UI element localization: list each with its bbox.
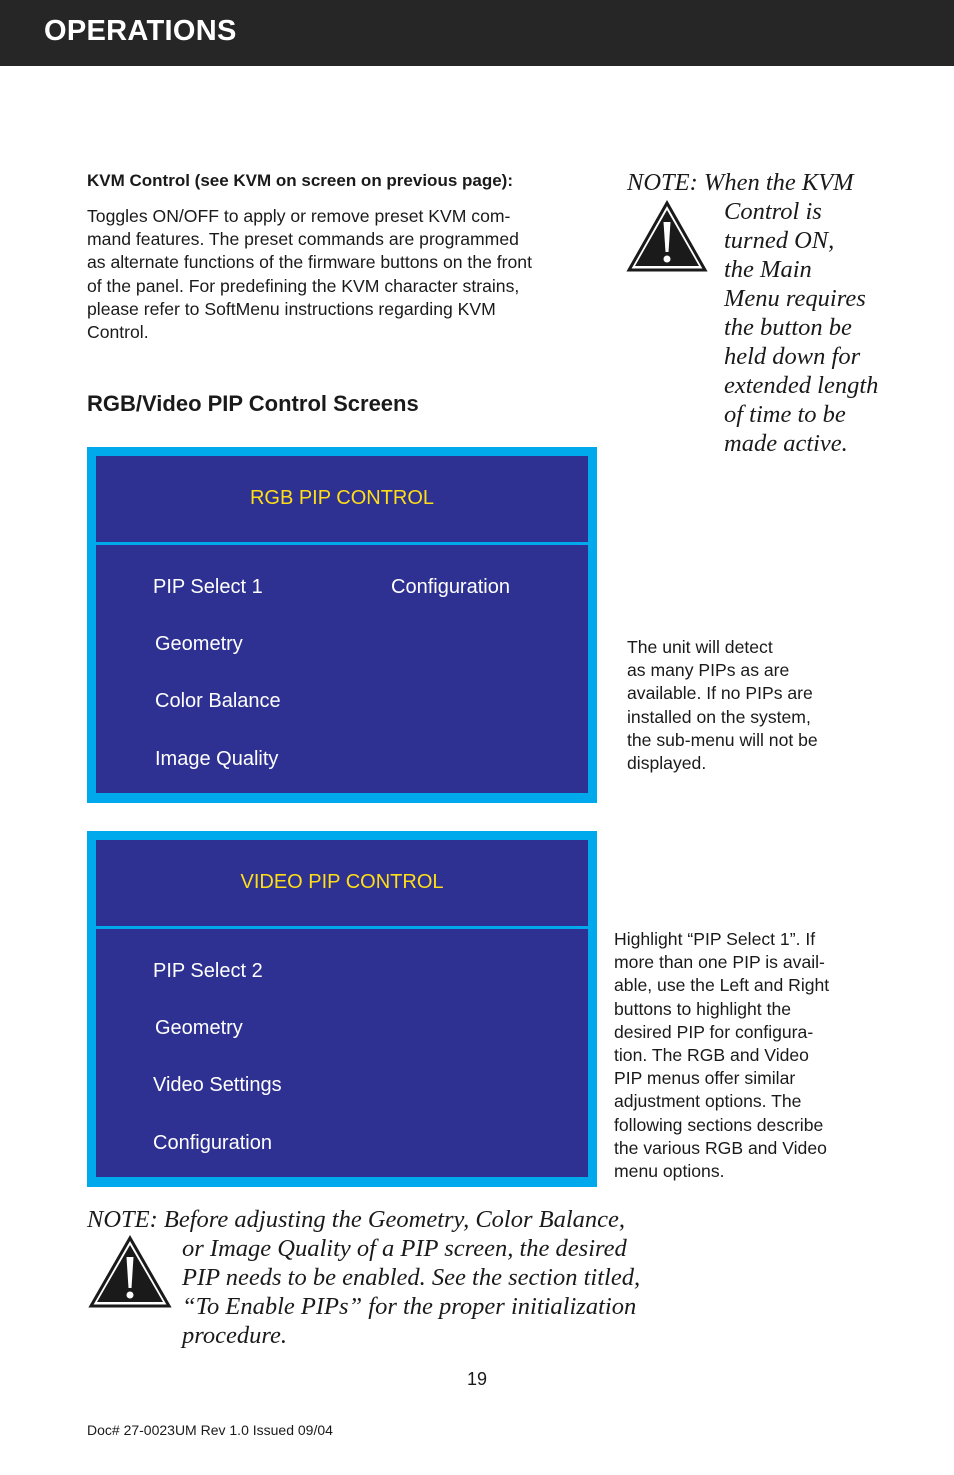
kvm-line: mand features. The preset commands are programmed — [87, 229, 519, 250]
menu-item-geometry[interactable]: Geometry — [155, 633, 243, 655]
note-kvm-line: Control is — [724, 198, 822, 225]
video-menu-title: VIDEO PIP CONTROL — [240, 871, 444, 893]
warning-triangle-icon — [88, 1235, 172, 1309]
menu-item-pip-select-2[interactable]: PIP Select 2 — [153, 960, 263, 982]
note-bottom-line: or Image Quality of a PIP screen, the desired — [182, 1235, 627, 1262]
note-kvm-line: Menu requires — [724, 285, 866, 312]
kvm-line: please refer to SoftMenu instructions regarding KVM — [87, 298, 496, 319]
video-side-line: desired PIP for configura- — [614, 1021, 814, 1042]
rgb-side-note — [627, 636, 818, 775]
video-side-line: more than one PIP is avail- — [614, 952, 825, 973]
note-kvm-line: turned ON, — [724, 227, 835, 254]
video-side-line: Highlight “PIP Select 1”. If — [614, 929, 816, 949]
video-side-line: menu options. — [614, 1161, 725, 1182]
note-bottom-body — [182, 1234, 641, 1350]
video-side-line: adjustment options. The — [614, 1091, 802, 1112]
menu-item-geometry[interactable]: Geometry — [155, 1017, 243, 1039]
kvm-line: of the panel. For predefining the KVM character strains, — [87, 275, 520, 296]
menu-item-configuration[interactable]: Configuration — [153, 1132, 272, 1154]
kvm-line: Toggles ON/OFF to apply or remove preset KVM com- — [87, 206, 511, 226]
kvm-line: Control. — [87, 322, 149, 343]
video-pip-menu — [87, 831, 597, 1187]
rgb-side-line: as many PIPs as are — [627, 660, 790, 681]
note-kvm-line: held down for — [724, 343, 861, 370]
menu-item-configuration[interactable]: Configuration — [391, 576, 510, 598]
page-header — [0, 0, 954, 66]
video-side-line: tion. The RGB and Video — [614, 1045, 809, 1066]
rgb-menu-title-bar — [96, 456, 588, 542]
page-number: 19 — [466, 1369, 488, 1389]
note-bottom-line: procedure. — [182, 1322, 287, 1349]
doc-number: Doc# 27-0023UM Rev 1.0 Issued 09/04 — [87, 1422, 333, 1438]
note-kvm-line: of time to be — [724, 401, 846, 428]
note-bottom-line: PIP needs to be enabled. See the section titled, — [182, 1264, 641, 1291]
note-kvm-title: NOTE: When the KVM — [627, 169, 854, 196]
rgb-side-line: displayed. — [627, 753, 707, 774]
kvm-paragraph — [87, 205, 587, 344]
note-kvm-body — [724, 197, 944, 458]
video-side-note — [614, 928, 829, 1183]
note-bottom-line: “To Enable PIPs” for the proper initialization — [182, 1293, 637, 1320]
page-title: OPERATIONS — [44, 15, 237, 47]
note-bottom-title: NOTE: Before adjusting the Geometry, Color Balance, — [87, 1206, 626, 1233]
menu-item-color-balance[interactable]: Color Balance — [155, 690, 281, 712]
rgb-menu-title: RGB PIP CONTROL — [249, 487, 435, 509]
section-heading: RGB/Video PIP Control Screens — [87, 391, 419, 416]
rgb-pip-menu — [87, 447, 597, 803]
rgb-side-line: the sub-menu will not be — [627, 729, 818, 750]
rgb-side-line: installed on the system, — [627, 706, 811, 727]
note-kvm-line: the button be — [724, 314, 852, 341]
kvm-line: as alternate functions of the firmware buttons on the front — [87, 252, 532, 273]
note-kvm-line: made active. — [724, 430, 848, 457]
note-kvm-line: extended length — [724, 372, 879, 399]
kvm-heading: KVM Control (see KVM on screen on previous page): — [87, 171, 514, 190]
video-side-line: the various RGB and Video — [614, 1137, 827, 1158]
video-menu-body — [96, 929, 588, 1177]
menu-item-image-quality[interactable]: Image Quality — [155, 748, 279, 770]
video-menu-title-bar — [96, 840, 588, 926]
menu-item-pip-select-1[interactable]: PIP Select 1 — [153, 576, 263, 598]
menu-item-video-settings[interactable]: Video Settings — [153, 1074, 282, 1096]
video-side-line: following sections describe — [614, 1114, 824, 1135]
warning-triangle-icon — [626, 200, 708, 273]
video-side-line: PIP menus offer similar — [614, 1068, 796, 1089]
rgb-side-line: available. If no PIPs are — [627, 683, 813, 704]
note-kvm-line: the Main — [724, 256, 812, 283]
rgb-side-line: The unit will detect — [627, 637, 773, 657]
video-side-line: able, use the Left and Right — [614, 975, 830, 996]
video-side-line: buttons to highlight the — [614, 998, 792, 1019]
rgb-menu-body — [96, 545, 588, 793]
